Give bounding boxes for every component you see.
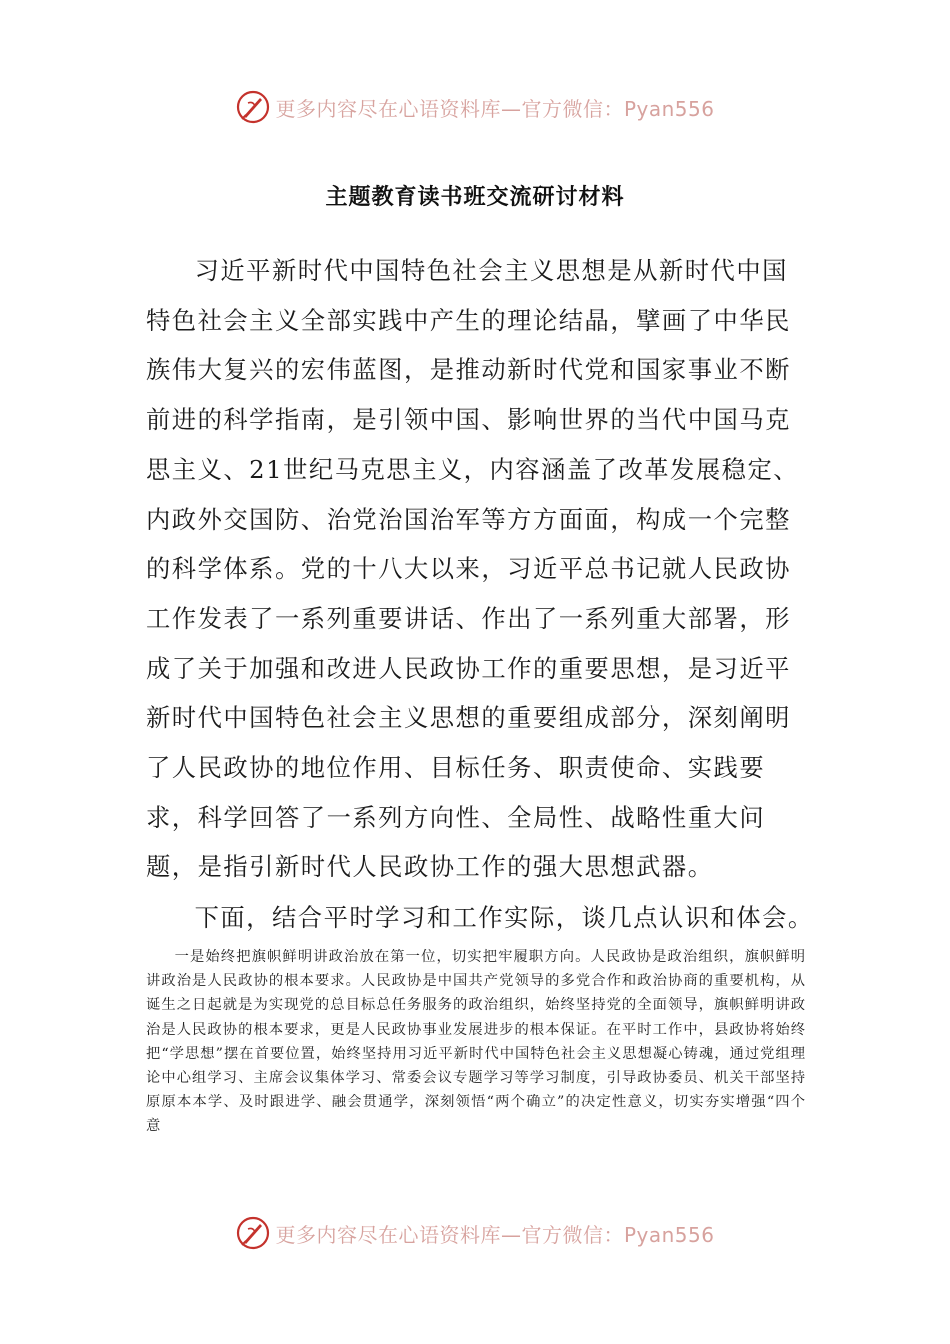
paragraph-1: 习近平新时代中国特色社会主义思想是从新时代中国特色社会主义全部实践中产生的理论结晶，擘画了中华民族伟大复兴的宏伟蓝图，是推动新时代党和国家事业不断前进的科学指南，是引领中国、影响世界的当代中国马克思主义、21世纪马克思主义，内容涵盖了改革发展稳定、内政外交国防、治党治国治军等方方面面，构成一个完整的科学体系。党的十八大以来，习近平总书记就人民政协工作发表了一系列重要讲话、作出了一系列重大部署，形成了关于加强和改进人民政协工作的重要思想，是习近平新时代中国特色社会主义思想的重要组成部分，深刻阐明了人民政协的地位作用、目标任务、职责使命、实践要求，科学回答了一系列方向性、全局性、战略性重大问题，是指引新时代人民政协工作的强大思想武器。 [146,256,800,882]
paragraph-3: 一是始终把旗帜鲜明讲政治放在第一位，切实把牢履职方向。人民政协是政治组织，旗帜鲜明讲政治是人民政协的根本要求。人民政协是中国共产党领导的多党合作和政治协商的重要机构，从诞生之日起就是为实现党的总目标总任务服务的政治组织，始终坚持党的全面领导，旗帜鲜明讲政治是人民政协的根本要求，更是人民政协事业发展进步的根本保证。在平时工作中，县政协将始终把“学思想”摆在首要位置，始终坚持用习近平新时代中国特色社会主义思想凝心铸魂，通过党组理论中心组学习、主席会议集体学习、常委会议专题学习等学习制度，引导政协委员、机关干部坚持原原本本学、及时跟进学、融会贯通学，深刻领悟“两个确立”的决定性意义，切实夯实增强“四个意 [146,949,806,1135]
paragraph-2: 下面，结合平时学习和工作实际，谈几点认识和体会。 [194,903,814,932]
header-banner [0,82,950,132]
footer-banner-text: 更多内容尽在心语资料库—官方微信：Pyan556 [275,1222,715,1247]
header-banner-text: 更多内容尽在心语资料库—官方微信：Pyan556 [275,96,715,121]
footer-banner [0,1208,950,1258]
quill-logo-icon [235,1215,271,1251]
intro-section [146,246,806,892]
quill-logo-icon [235,89,271,125]
document-title: 主题教育读书班交流研讨材料 [325,185,625,210]
